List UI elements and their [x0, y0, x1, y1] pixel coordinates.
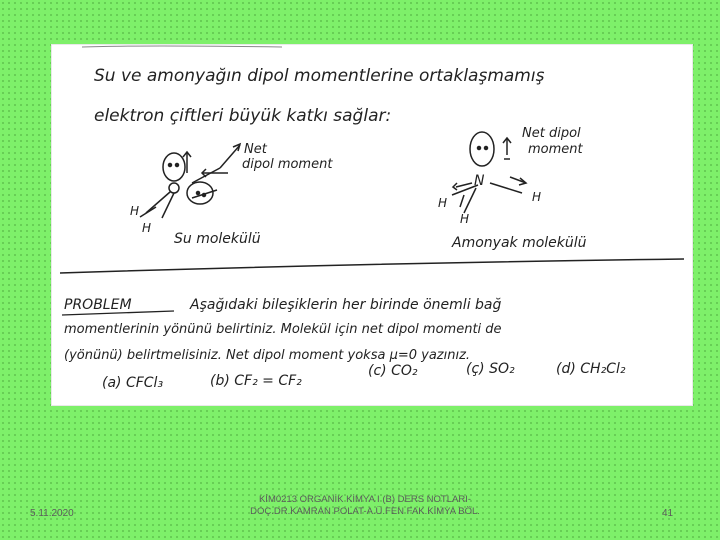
item-c: (c) CO₂	[368, 363, 418, 379]
item-c-cedilla: (ç) SO₂	[466, 361, 515, 377]
ammonia-h1: H	[438, 196, 448, 210]
ammonia-h2: H	[460, 212, 470, 226]
problem-line-3: (yönünü) belirtmelisiniz. Net dipol moment yoksa μ=0 yazınız.	[64, 348, 471, 363]
water-molecule-sketch	[140, 144, 240, 218]
heading-line-1: Su ve amonyağın dipol momentlerine ortaklaşmamış	[94, 66, 545, 86]
water-h1: H	[130, 204, 140, 218]
problem-line-2: momentlerinin yönünü belirtiniz. Molekül için net dipol momenti de	[64, 322, 502, 337]
item-b: (b) CF₂ = CF₂	[210, 373, 302, 389]
water-dipol-label: dipol moment	[242, 157, 333, 172]
cutoff-scribble	[82, 46, 282, 47]
handwritten-notes-image	[52, 45, 692, 405]
page-number: 41	[662, 508, 674, 519]
item-a: (a) CFCl₃	[102, 375, 164, 391]
ammonia-moment-label: moment	[528, 142, 583, 157]
ammonia-n: N	[474, 173, 485, 189]
problem-label: PROBLEM	[64, 297, 132, 313]
ammonia-molecule-sketch	[452, 132, 526, 213]
problem-line-1: Aşağıdaki bileşiklerin her birinde önemli bağ	[190, 297, 502, 313]
ammonia-caption: Amonyak molekülü	[452, 235, 587, 251]
water-caption: Su molekülü	[174, 231, 261, 247]
water-net-label: Net	[244, 142, 267, 157]
ammonia-h3: H	[532, 190, 542, 204]
item-d: (d) CH₂Cl₂	[556, 361, 626, 377]
footer-date: 5.11.2020	[30, 508, 74, 519]
heading-line-2: elektron çiftleri büyük katkı sağlar:	[94, 106, 392, 126]
water-h2: H	[142, 221, 152, 235]
footer-title: KİM0213 ORGANİK KİMYA I (B) DERS NOTLARI-DOÇ.DR.KAMRAN POLAT-A.Ü.FEN FAK.KİMYA BÖL.	[250, 494, 480, 517]
notes-drawing	[52, 45, 692, 405]
ammonia-net-label: Net dipol	[522, 126, 581, 141]
section-divider	[60, 259, 684, 273]
